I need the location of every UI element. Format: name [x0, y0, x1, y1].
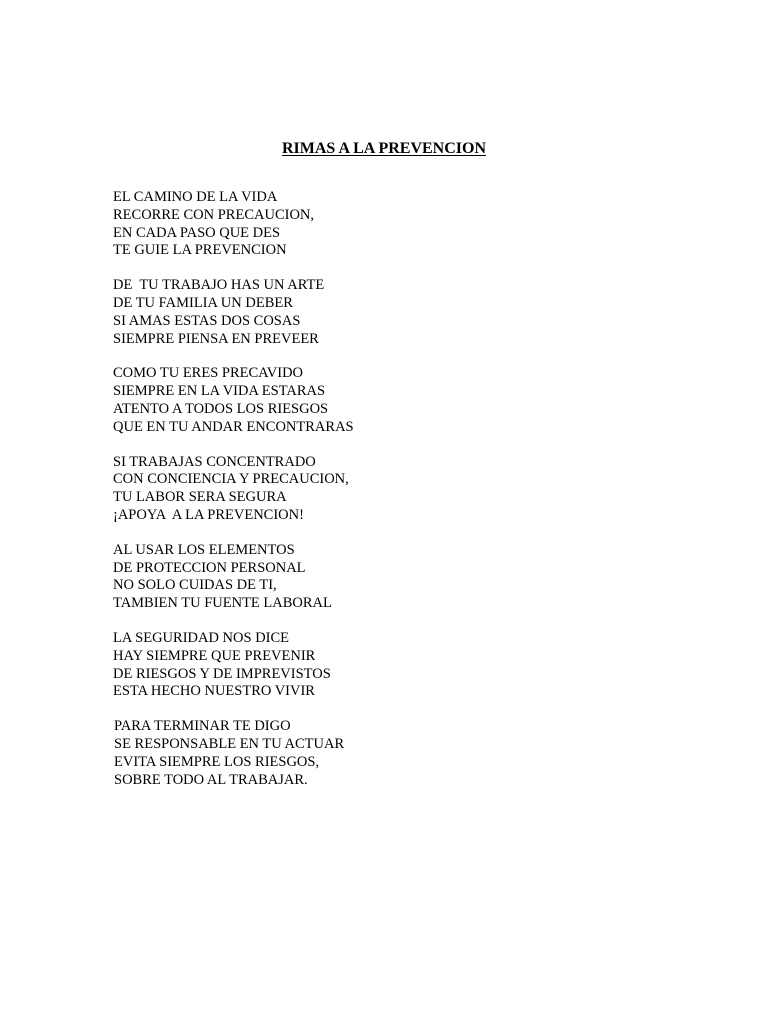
stanza-4	[113, 454, 673, 525]
poem-line: SIEMPRE PIENSA EN PREVEER	[113, 330, 319, 347]
poem-line: COMO TU ERES PRECAVIDO	[113, 365, 304, 382]
poem-line: QUE EN TU ANDAR ENCONTRARAS	[113, 418, 354, 435]
poem-line: AL USAR LOS ELEMENTOS	[113, 541, 295, 558]
poem-line: SOBRE TODO AL TRABAJAR.	[114, 771, 308, 788]
poem-line: TAMBIEN TU FUENTE LABORAL	[113, 595, 332, 612]
poem-line: LA SEGURIDAD NOS DICE	[113, 629, 290, 646]
poem-line: ATENTO A TODOS LOS RIESGOS	[113, 400, 329, 417]
poem-line: ESTA HECHO NUESTRO VIVIR	[113, 683, 315, 700]
poem-line: DE PROTECCION PERSONAL	[113, 559, 306, 576]
poem-line: EN CADA PASO QUE DES	[113, 224, 281, 241]
poem-line: SIEMPRE EN LA VIDA ESTARAS	[113, 383, 326, 400]
poem-body	[113, 189, 673, 806]
stanza-2	[113, 277, 673, 348]
poem-line: TE GUIE LA PREVENCION	[113, 242, 287, 259]
poem-line: TU LABOR SERA SEGURA	[113, 489, 287, 506]
poem-line: DE RIESGOS Y DE IMPREVISTOS	[113, 665, 331, 682]
poem-line: SE RESPONSABLE EN TU ACTUAR	[114, 735, 345, 752]
stanza-3	[113, 365, 673, 436]
poem-line: SI AMAS ESTAS DOS COSAS	[113, 312, 301, 329]
poem-line: CON CONCIENCIA Y PRECAUCION,	[113, 471, 349, 488]
document-title	[0, 139, 768, 159]
stanza-7	[113, 718, 673, 789]
poem-line: EVITA SIEMPRE LOS RIESGOS,	[114, 753, 320, 770]
stanza-5	[113, 542, 673, 613]
poem-line: NO SOLO CUIDAS DE TI,	[113, 577, 277, 594]
stanza-6	[113, 630, 673, 701]
stanza-1	[113, 189, 673, 260]
poem-line: PARA TERMINAR TE DIGO	[114, 718, 291, 735]
poem-line: HAY SIEMPRE QUE PREVENIR	[113, 647, 316, 664]
poem-line: ¡APOYA A LA PREVENCION!	[113, 506, 304, 523]
document-title-text: RIMAS A LA PREVENCION	[281, 140, 487, 157]
poem-line: DE TU FAMILIA UN DEBER	[113, 294, 293, 311]
poem-line: SI TRABAJAS CONCENTRADO	[113, 453, 316, 470]
poem-line: DE TU TRABAJO HAS UN ARTE	[113, 277, 325, 294]
poem-line: EL CAMINO DE LA VIDA	[113, 189, 278, 205]
poem-line: RECORRE CON PRECAUCION,	[113, 206, 315, 223]
